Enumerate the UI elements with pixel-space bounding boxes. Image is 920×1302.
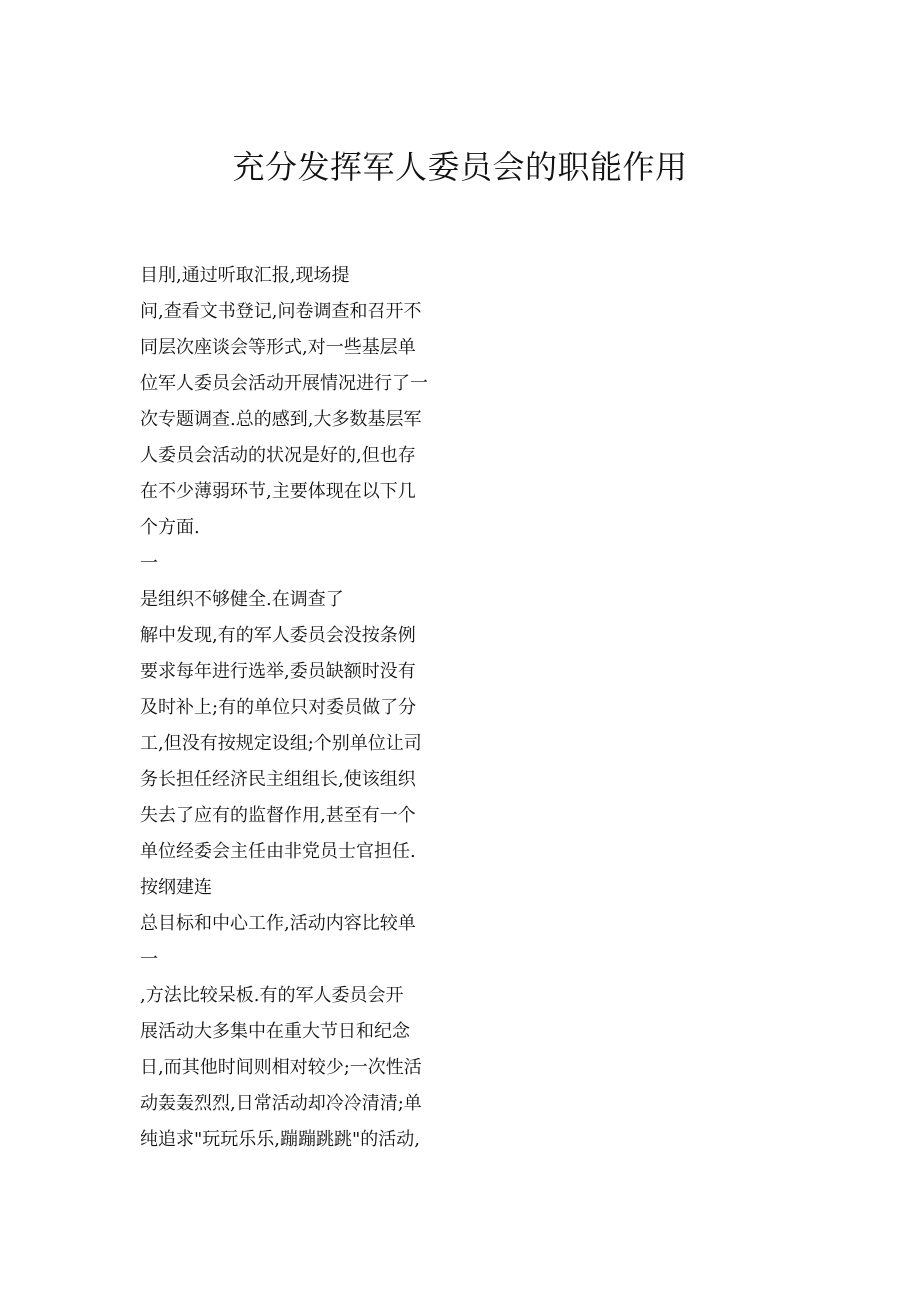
body-line: ,方法比较呆板.有的军人委员会开 xyxy=(140,985,404,1006)
body-line: 个方面. xyxy=(140,517,200,538)
body-line: 务长担任经济民主组组长,使该组织 xyxy=(140,769,416,790)
body-line: 一 xyxy=(140,949,158,970)
body-line: 总目标和中心工作,活动内容比较单 xyxy=(140,913,416,934)
body-line: 按纲建连 xyxy=(140,877,212,898)
body-line: 位军人委员会活动开展情况进行了一 xyxy=(140,373,428,394)
body-line: 失去了应有的监督作用,甚至有一个 xyxy=(140,805,416,826)
body-line: 单位经委会主任由非党员士官担任. xyxy=(140,841,416,862)
body-line: 是组织不够健全.在调查了 xyxy=(140,589,344,610)
body-line: 工,但没有按规定设组;个别单位让司 xyxy=(140,733,422,754)
document-body xyxy=(140,258,470,1158)
body-line: 在不少薄弱环节,主要体现在以下几 xyxy=(140,481,416,502)
body-line: 及时补上;有的单位只对委员做了分 xyxy=(140,697,417,718)
body-line: 动轰轰烈烈,日常活动却冷冷清清;单 xyxy=(140,1093,422,1114)
document-title: 充分发挥军人委员会的职能作用 xyxy=(232,148,688,186)
body-line: 一 xyxy=(140,553,158,574)
body-line: 目刖,通过听取汇报,现场提 xyxy=(140,265,350,286)
body-line: 次专题调查.总的感到,大多数基层军 xyxy=(140,409,422,430)
body-line: 问,查看文书登记,问卷调查和召开不 xyxy=(140,301,422,322)
body-line: 解中发现,有的军人委员会没按条例 xyxy=(140,625,416,646)
body-line: 人委员会活动的状况是好的,但也存 xyxy=(140,445,416,466)
body-line: 纯追求"玩玩乐乐,蹦蹦跳跳"的活动, xyxy=(140,1129,421,1150)
body-line: 展活动大多集中在重大节日和纪念 xyxy=(140,1021,410,1042)
body-line: 日,而其他时间则相对较少;一次性活 xyxy=(140,1057,422,1078)
body-line: 同层次座谈会等形式,对一些基层单 xyxy=(140,337,416,358)
body-line: 要求每年进行选举,委员缺额时没有 xyxy=(140,661,416,682)
